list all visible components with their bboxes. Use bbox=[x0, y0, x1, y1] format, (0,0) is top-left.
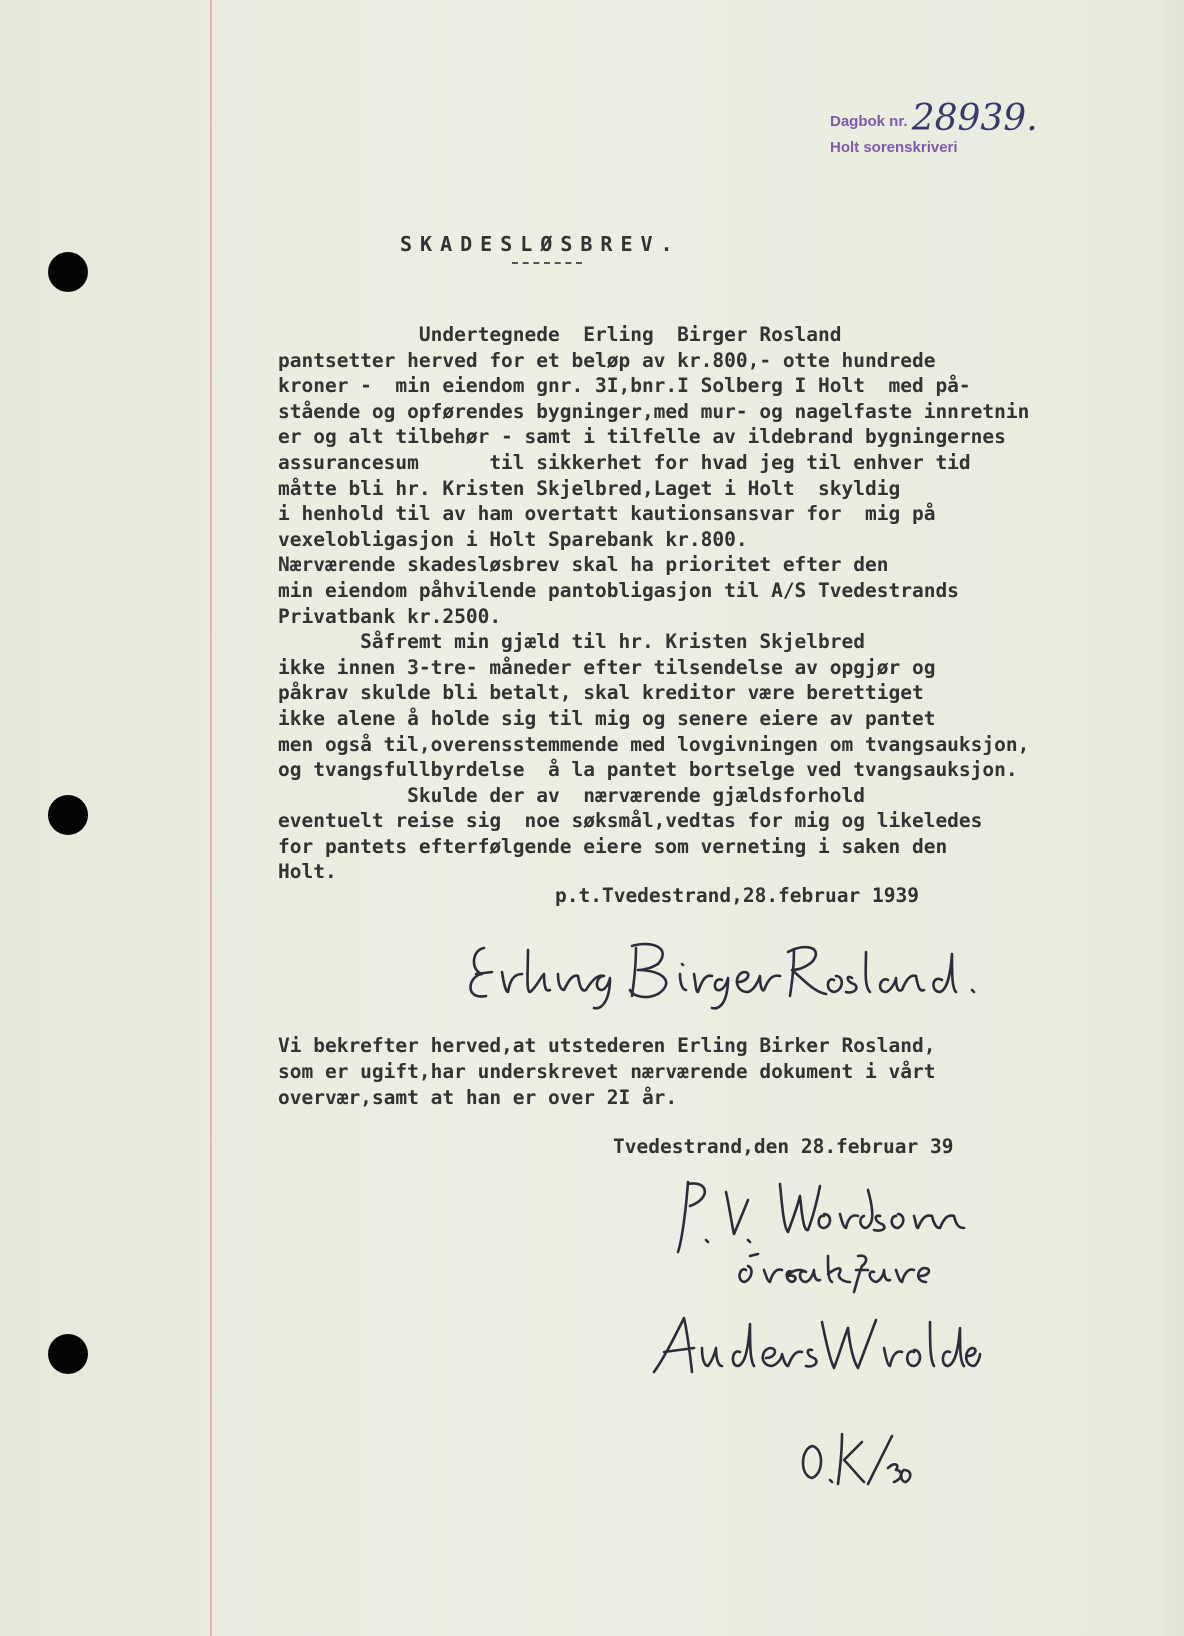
body-line: eventuelt reise sig noe søksmål,vedtas for mig og likeledes bbox=[278, 809, 983, 833]
document-title: SKADESLØSBREV. bbox=[400, 232, 681, 256]
punch-hole-top bbox=[48, 252, 88, 292]
title-underline bbox=[512, 262, 582, 264]
body-line: og tvangsfullbyrdelse å la pantet bortselge ved tvangsauksjon. bbox=[278, 758, 1018, 782]
body-line: Skulde der av nærværende gjældsforhold bbox=[278, 783, 865, 807]
body-line: assurancesum til sikkerhet for hvad jeg til enhver tid bbox=[278, 450, 971, 474]
margin-rule bbox=[210, 0, 212, 1636]
signature-witness-2 bbox=[650, 1308, 980, 1388]
place-date: p.t.Tvedestrand,28.februar 1939 bbox=[555, 884, 919, 907]
witness-statement bbox=[278, 1033, 935, 1111]
stamp-office: Holt sorenskriveri bbox=[830, 139, 958, 156]
punch-hole-middle bbox=[48, 795, 88, 835]
body-line: min eiendom påhvilende pantobligasjon til A/S Tvedestrands bbox=[278, 578, 959, 602]
body-line: i henhold til av ham overtatt kautionsansvar for mig på bbox=[278, 502, 936, 526]
punch-hole-bottom bbox=[48, 1334, 88, 1374]
body-line: Såfremt min gjæld til hr. Kristen Skjelbred bbox=[278, 630, 865, 654]
body-line: vexelobligasjon i Holt Sparebank kr.800. bbox=[278, 527, 748, 551]
signature-witness-1 bbox=[668, 1170, 1048, 1300]
annotation-ok bbox=[796, 1424, 916, 1514]
body-line: stående og opførendes bygninger,med mur- og nagelfaste innretnin bbox=[278, 399, 1030, 423]
body-line: påkrav skulde bli betalt, skal kreditor være berettiget bbox=[278, 681, 924, 705]
witness-line: som er ugift,har underskrevet nærværende dokument i vårt bbox=[278, 1060, 936, 1083]
signature-owner bbox=[462, 930, 982, 1010]
diary-stamp bbox=[830, 98, 1038, 165]
stamp-number: 289 bbox=[911, 98, 981, 139]
body-line: Holt. bbox=[278, 860, 337, 884]
body-line: Privatbank kr.2500. bbox=[278, 604, 502, 628]
body-line: pantsetter herved for et beløp av kr.800,- otte hundrede bbox=[278, 348, 936, 372]
page-edge-shadow bbox=[1154, 0, 1184, 1636]
body-line: for pantets efterfølgende eiere som verneting i saken den bbox=[278, 834, 948, 858]
body-line: ikke innen 3-tre- måneder efter tilsendelse av opgjør og bbox=[278, 655, 936, 679]
body-line: Undertegnede Erling Birger Rosland bbox=[278, 323, 842, 346]
body-line: men også til,overensstemmende med lovgivningen om tvangsauksjon, bbox=[278, 732, 1030, 756]
body-line: er og alt tilbehør - samt i tilfelle av ildebrand bygningernes bbox=[278, 425, 1006, 449]
stamp-label: Dagbok nr. bbox=[830, 113, 908, 130]
body-line: måtte bli hr. Kristen Skjelbred,Laget i Holt skyldig bbox=[278, 476, 901, 500]
stamp-year: 39. bbox=[980, 98, 1038, 139]
witness-line: Vi bekrefter herved,at utstederen Erling Birker Rosland, bbox=[278, 1034, 936, 1057]
document-body bbox=[278, 322, 1029, 885]
witness-place-date: Tvedestrand,den 28.februar 39 bbox=[613, 1135, 954, 1158]
body-line: kroner - min eiendom gnr. 3I,bnr.I Solberg I Holt med på- bbox=[278, 374, 971, 398]
body-line: ikke alene å holde sig til mig og senere eiere av pantet bbox=[278, 706, 936, 730]
body-line: Nærværende skadesløsbrev skal ha prioritet efter den bbox=[278, 553, 889, 577]
witness-line: overvær,samt at han er over 2I år. bbox=[278, 1086, 678, 1109]
